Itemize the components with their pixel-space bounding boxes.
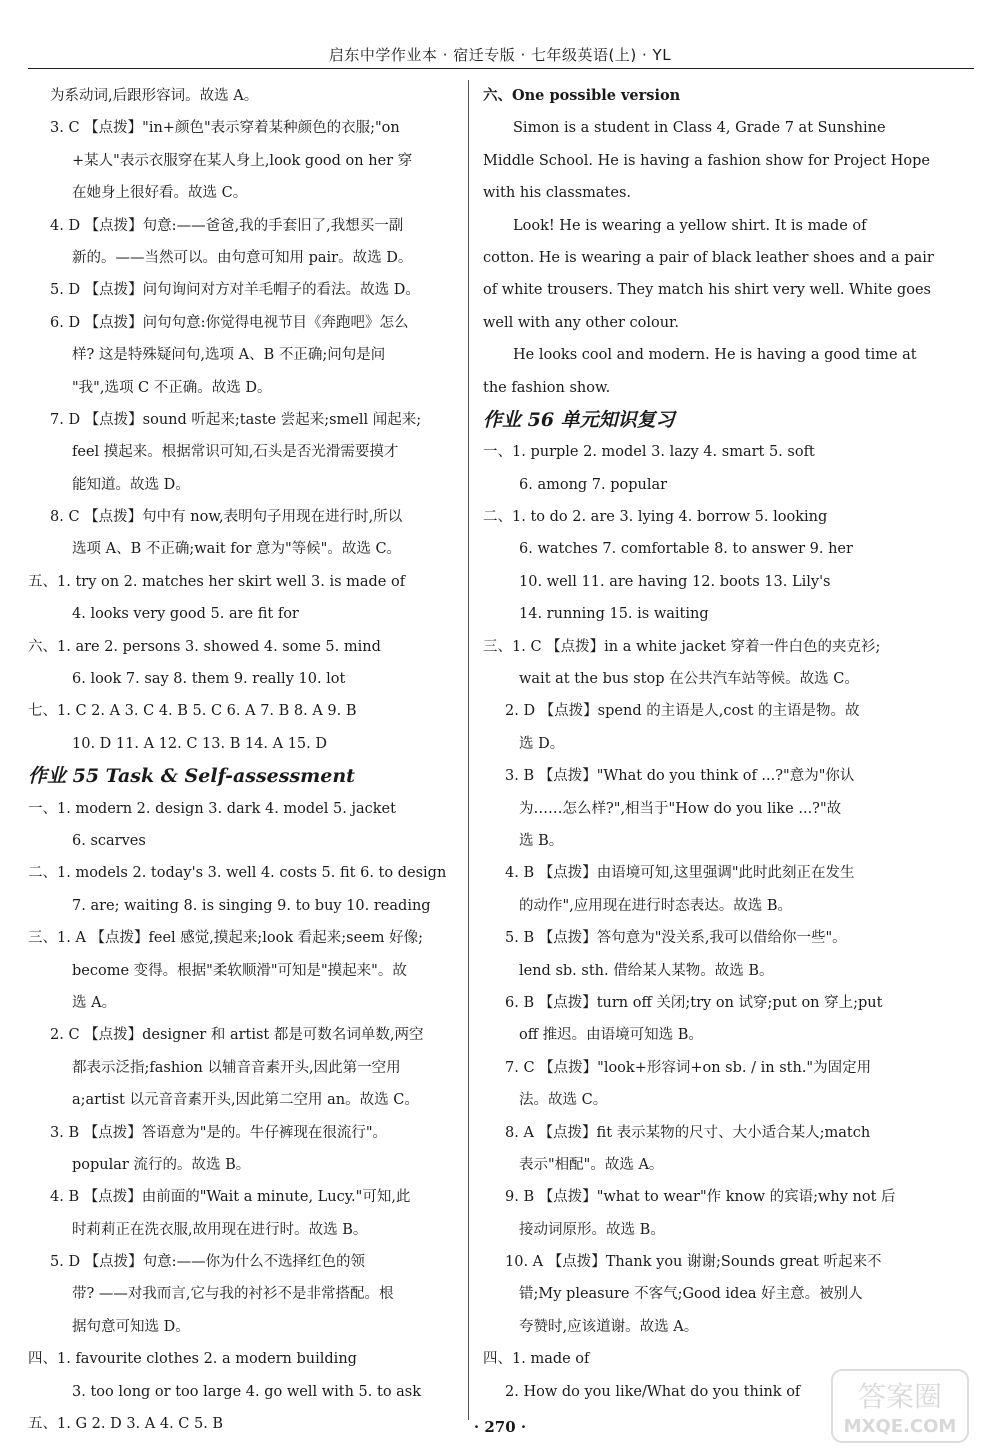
answer-line: 3. too long or too large 4. go well with 5. to ask: [72, 1383, 422, 1400]
answer-line: 选 A。: [72, 994, 117, 1011]
answer-line: 4. D 【点拨】句意:——爸爸,我的手套旧了,我想买一副: [50, 217, 404, 234]
answer-line: 3. B 【点拨】答语意为"是的。牛仔裤现在很流行"。: [50, 1124, 388, 1141]
answer-line: 8. C 【点拨】句中有 now,表明句子用现在进行时,所以: [50, 509, 403, 526]
column-divider: [468, 80, 469, 1420]
answer-line: 选项 A、B 不正确;wait for 意为"等候"。故选 C。: [72, 541, 402, 558]
answer-line: +某人"表示衣服穿在某人身上,look good on her 穿: [72, 152, 413, 169]
answer-line: 6. D 【点拨】问句句意:你觉得电视节目《奔跑吧》怎么: [50, 314, 409, 331]
answer-line: 为……怎么样?",相当于"How do you like ...?"故: [519, 800, 842, 817]
answer-line: 据句意可知选 D。: [72, 1318, 190, 1335]
answer-line: 法。故选 C。: [519, 1092, 608, 1109]
answer-line: 一、1. modern 2. design 3. dark 4. model 5. jacket: [28, 800, 396, 817]
watermark-text-bottom: MXQE.COM: [843, 1416, 957, 1437]
answer-line: of white trousers. They match his shirt very well. White goes: [483, 282, 931, 299]
answer-line: 10. well 11. are having 12. boots 13. Lily's: [519, 573, 831, 590]
answer-line: 6. scarves: [72, 832, 146, 849]
watermark-icon: [830, 1368, 970, 1444]
answer-line: popular 流行的。故选 B。: [72, 1156, 251, 1173]
answer-line: well with any other colour.: [483, 314, 680, 331]
section-heading: 作业 56 单元知识复习: [483, 408, 675, 431]
answer-line: 2. D 【点拨】spend 的主语是人,cost 的主语是物。故: [505, 703, 860, 720]
answer-line: 9. B 【点拨】"what to wear"作 know 的宾语;why not 后: [505, 1189, 896, 1206]
answer-line: with his classmates.: [483, 185, 631, 202]
answer-line: 2. How do you like/What do you think of: [505, 1383, 801, 1400]
answer-line: 三、1. A 【点拨】feel 感觉,摸起来;look 看起来;seem 好像;: [28, 930, 424, 947]
answer-line: lend sb. sth. 借给某人某物。故选 B。: [519, 962, 774, 979]
section-heading: 作业 55 Task & Self-assessment: [28, 765, 355, 788]
left-column: [28, 80, 458, 1440]
answer-line: 6. watches 7. comfortable 8. to answer 9. her: [519, 541, 853, 558]
answer-line: 六、1. are 2. persons 3. showed 4. some 5. mind: [28, 638, 381, 655]
answer-line: off 推迟。由语境可知选 B。: [519, 1027, 703, 1044]
answer-line: 能知道。故选 D。: [72, 476, 190, 493]
answer-line: 五、1. G 2. D 3. A 4. C 5. B: [28, 1416, 224, 1433]
answer-line: 6. look 7. say 8. them 9. really 10. lot: [72, 671, 346, 688]
answer-line: 二、1. models 2. today's 3. well 4. costs 5. fit 6. to design: [28, 865, 447, 882]
answer-line: 带? ——对我而言,它与我的衬衫不是非常搭配。根: [72, 1286, 394, 1303]
answer-line: a;artist 以元音音素开头,因此第二空用 an。故选 C。: [72, 1092, 419, 1109]
answer-line: 七、1. C 2. A 3. C 4. B 5. C 6. A 7. B 8. A 9. B: [28, 703, 357, 720]
answer-line: Look! He is wearing a yellow shirt. It is made of: [513, 217, 867, 234]
answer-line: He looks cool and modern. He is having a good time at: [513, 347, 917, 364]
answer-line: 二、1. to do 2. are 3. lying 4. borrow 5. looking: [483, 509, 828, 526]
answer-line: 时莉莉正在洗衣服,故用现在进行时。故选 B。: [72, 1221, 368, 1238]
answer-line: 14. running 15. is waiting: [519, 606, 709, 623]
page-number: · 270 ·: [473, 1418, 527, 1436]
answer-line: 接动词原形。故选 B。: [519, 1221, 665, 1238]
right-column: [483, 80, 934, 1408]
answer-line: 7. C 【点拨】"look+形容词+on sb. / in sth."为固定用: [505, 1059, 872, 1076]
answer-line: wait at the bus stop 在公共汽车站等候。故选 C。: [519, 671, 859, 688]
answer-line: become 变得。根据"柔软顺滑"可知是"摸起来"。故: [72, 962, 407, 979]
answer-line: 10. D 11. A 12. C 13. B 14. A 15. D: [72, 735, 328, 752]
answer-line: the fashion show.: [483, 379, 611, 396]
answer-line: feel 摸起来。根据常识可知,石头是否光滑需要摸才: [72, 444, 399, 461]
answer-line: 都表示泛指;fashion 以辅音音素开头,因此第一空用: [72, 1059, 401, 1076]
answer-line: 的动作",应用现在进行时态表达。故选 B。: [519, 897, 793, 914]
watermark-text-top: 答案圈: [857, 1380, 943, 1413]
answer-line: Middle School. He is having a fashion show for Project Hope: [483, 152, 930, 169]
answer-line: 五、1. try on 2. matches her skirt well 3. is made of: [28, 573, 406, 590]
answer-line: 新的。——当然可以。由句意可知用 pair。故选 D。: [72, 249, 413, 266]
answer-line: 样? 这是特殊疑问句,选项 A、B 不正确;问句是问: [72, 347, 386, 364]
answer-line: 5. B 【点拨】答句意为"没关系,我可以借给你一些"。: [505, 930, 847, 947]
answer-line: 5. D 【点拨】问句询问对方对羊毛帽子的看法。故选 D。: [50, 282, 420, 299]
answer-line: 4. B 【点拨】由语境可知,这里强调"此时此刻正在发生: [505, 865, 855, 882]
answer-line: cotton. He is wearing a pair of black leather shoes and a pair: [483, 249, 934, 266]
answer-line: 夸赞时,应该道谢。故选 A。: [519, 1318, 699, 1335]
answer-line: 10. A 【点拨】Thank you 谢谢;Sounds great 听起来不: [505, 1254, 882, 1271]
answer-line: 四、1. favourite clothes 2. a modern building: [28, 1351, 357, 1368]
answer-line: 表示"相配"。故选 A。: [519, 1156, 664, 1173]
answer-line: 四、1. made of: [483, 1351, 590, 1368]
answer-line: 3. C 【点拨】"in+颜色"表示穿着某种颜色的衣服;"on: [50, 120, 400, 137]
answer-line: 选 B。: [519, 832, 564, 849]
answer-line: 6. B 【点拨】turn off 关闭;try on 试穿;put on 穿上;put: [505, 994, 883, 1011]
watermark-logo: [830, 1368, 970, 1444]
answer-line: 三、1. C 【点拨】in a white jacket 穿着一件白色的夹克衫;: [483, 638, 881, 655]
answer-line: 6. among 7. popular: [519, 476, 668, 493]
answer-line: 4. B 【点拨】由前面的"Wait a minute, Lucy."可知,此: [50, 1189, 411, 1206]
answer-line: 选 D。: [519, 735, 565, 752]
answer-line: "我",选项 C 不正确。故选 D。: [72, 379, 272, 396]
answer-line: 3. B 【点拨】"What do you think of ...?"意为"你认: [505, 768, 855, 785]
answer-line: 为系动词,后跟形容词。故选 A。: [50, 88, 259, 104]
answer-line: 5. D 【点拨】句意:——你为什么不选择红色的领: [50, 1254, 366, 1271]
running-header: 启东中学作业本 · 宿迁专版 · 七年级英语(上) · YL: [328, 46, 672, 64]
answer-line: 7. D 【点拨】sound 听起来;taste 尝起来;smell 闻起来;: [50, 411, 422, 428]
header-rule: [28, 68, 974, 69]
answer-line: 8. A 【点拨】fit 表示某物的尺寸、大小适合某人;match: [505, 1124, 871, 1141]
answer-line: 7. are; waiting 8. is singing 9. to buy 10. reading: [72, 897, 431, 914]
answer-line: Simon is a student in Class 4, Grade 7 at Sunshine: [513, 120, 886, 137]
answer-line: 错;My pleasure 不客气;Good idea 好主意。被别人: [519, 1286, 863, 1303]
answer-line: 2. C 【点拨】designer 和 artist 都是可数名词单数,两空: [50, 1027, 424, 1044]
answer-line: 六、One possible version: [483, 87, 681, 104]
answer-line: 4. looks very good 5. are fit for: [72, 606, 299, 623]
answer-line: 一、1. purple 2. model 3. lazy 4. smart 5. soft: [483, 444, 815, 461]
answer-line: 在她身上很好看。故选 C。: [72, 185, 248, 202]
